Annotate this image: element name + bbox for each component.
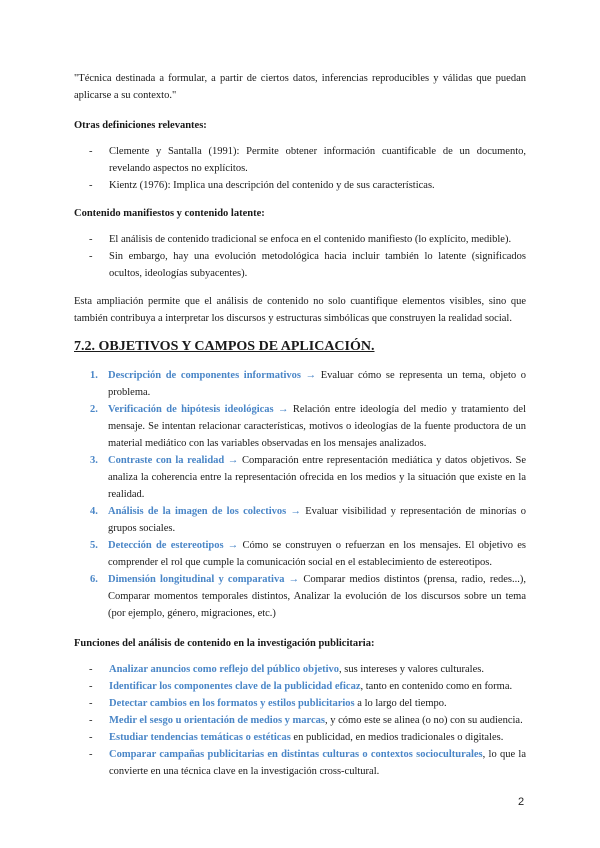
objetivo-item: 4. Análisis de la imagen de los colectivos → Evaluar visibilidad y representación de minorías o grupos sociales. [74,503,526,537]
list-item: - Identificar los componentes clave de la publicidad eficaz, tanto en contenido como en forma. [74,678,526,695]
item-number: 1. [90,370,98,381]
item-number: 2. [90,404,98,415]
funcion-term: Analizar anuncios como reflejo del público objetivo [109,664,340,675]
list-item: - Analizar anuncios como reflejo del público objetivo, sus intereses y valores culturales. [74,661,526,678]
objetivo-term: Análisis de la imagen de los colectivos → [108,506,301,517]
objetivo-item: 6. Dimensión longitudinal y comparativa → Comparar medios distintos (prensa, radio, redes...), Comparar momentos temporales distintos, Analizar la evolución de los discursos sobre un tema (por ejemplo, género, migraciones, etc.) [74,571,526,622]
dash-bullet: - [89,234,93,245]
funcion-term: Medir el sesgo u orientación de medios y marcas [109,715,326,726]
contenido-manifiesto-heading: Contenido manifiestos y contenido latente: [74,208,265,219]
list-item: - Kientz (1976): Implica una descripción del contenido y de sus características. [74,177,526,194]
objetivo-item: 5. Detección de estereotipos → Cómo se construyen o refuerzan en los mensajes. El objetivo es comprender el rol que cumple la comunicación social en el establecimiento de estereotipos. [74,537,526,571]
otras-definiciones-heading: Otras definiciones relevantes: [74,120,207,131]
funcion-term: Estudiar tendencias temáticas o estéticas [109,732,291,743]
funciones-heading: Funciones del análisis de contenido en la investigación publicitaria: [74,638,375,649]
list-item: - Clemente y Santalla (1991): Permite obtener información cuantificable de un documento, revelando aspectos no explícitos. [74,143,526,177]
objetivo-item: 2. Verificación de hipótesis ideológicas → Relación entre ideología del medio y tratamiento del mensaje. Se intentan relacionar características, motivos o ideologías de la fuente productora de un material mediático con las variables observadas en los mensajes analizados. [74,401,526,452]
objetivo-term: Detección de estereotipos → [108,540,239,551]
funcion-term: Identificar los componentes clave de la publicidad eficaz [109,681,361,692]
otras-definiciones-list [74,143,526,194]
funcion-term: Detectar cambios en los formatos y estilos publicitarios [109,698,355,709]
item-number: 4. [90,506,98,517]
item-number: 3. [90,455,98,466]
objetivo-term: Dimensión longitudinal y comparativa → [108,574,300,585]
dash-bullet: - [89,146,93,157]
objetivos-list [74,367,526,622]
contenido-manifiesto-list [74,231,526,282]
item-number: 5. [90,540,98,551]
list-item: - Sin embargo, hay una evolución metodológica hacia incluir también lo latente (significados ocultos, ideologías subyacentes). [74,248,526,282]
list-item: - Detectar cambios en los formatos y estilos publicitarios a lo largo del tiempo. [74,695,526,712]
page-content [74,70,526,780]
list-item: - Estudiar tendencias temáticas o estéticas en publicidad, en medios tradicionales o digitales. [74,729,526,746]
objetivo-item: 3. Contraste con la realidad → Comparación entre representación mediática y datos objetivos. Se analiza la coherencia entre la representación ofrecida en los medios y la situación que existe en la realidad. [74,452,526,503]
objetivo-term: Descripción de componentes informativos → [108,370,317,381]
page-number: 2 [518,796,525,808]
dash-bullet: - [89,732,93,743]
objetivo-item: 1. Descripción de componentes informativos → Evaluar cómo se representa un tema, objeto o problema. [74,367,526,401]
objetivo-term: Verificación de hipótesis ideológicas → [108,404,289,415]
dash-bullet: - [89,749,93,760]
dash-bullet: - [89,664,93,675]
dash-bullet: - [89,180,93,191]
funciones-list [74,661,526,780]
intro-quote: "Técnica destinada a formular, a partir de ciertos datos, inferencias reproducibles y válidas que puedan aplicarse a su contexto." [74,73,526,101]
dash-bullet: - [89,681,93,692]
dash-bullet: - [89,715,93,726]
funcion-term: Comparar campañas publicitarias en distintas culturas o contextos socioculturales [109,749,483,760]
objetivo-term: Contraste con la realidad → [108,455,239,466]
list-item: - Comparar campañas publicitarias en distintas culturas o contextos socioculturales, lo que la convierte en una técnica clave en la investigación cross-cultural. [74,746,526,780]
item-number: 6. [90,574,98,585]
dash-bullet: - [89,698,93,709]
list-item: - El análisis de contenido tradicional se enfoca en el contenido manifiesto (lo explícito, medible). [74,231,526,248]
dash-bullet: - [89,251,93,262]
ampliacion-paragraph: Esta ampliación permite que el análisis de contenido no solo cuantifique elementos visibles, sino que también contribuya a interpretar los discursos y estructuras simbólicas que construyen la realidad social. [74,296,526,324]
section-title: 7.2. OBJETIVOS Y CAMPOS DE APLICACIÓN. [74,339,375,354]
list-item: - Medir el sesgo u orientación de medios y marcas, y cómo este se alinea (o no) con su audiencia. [74,712,526,729]
